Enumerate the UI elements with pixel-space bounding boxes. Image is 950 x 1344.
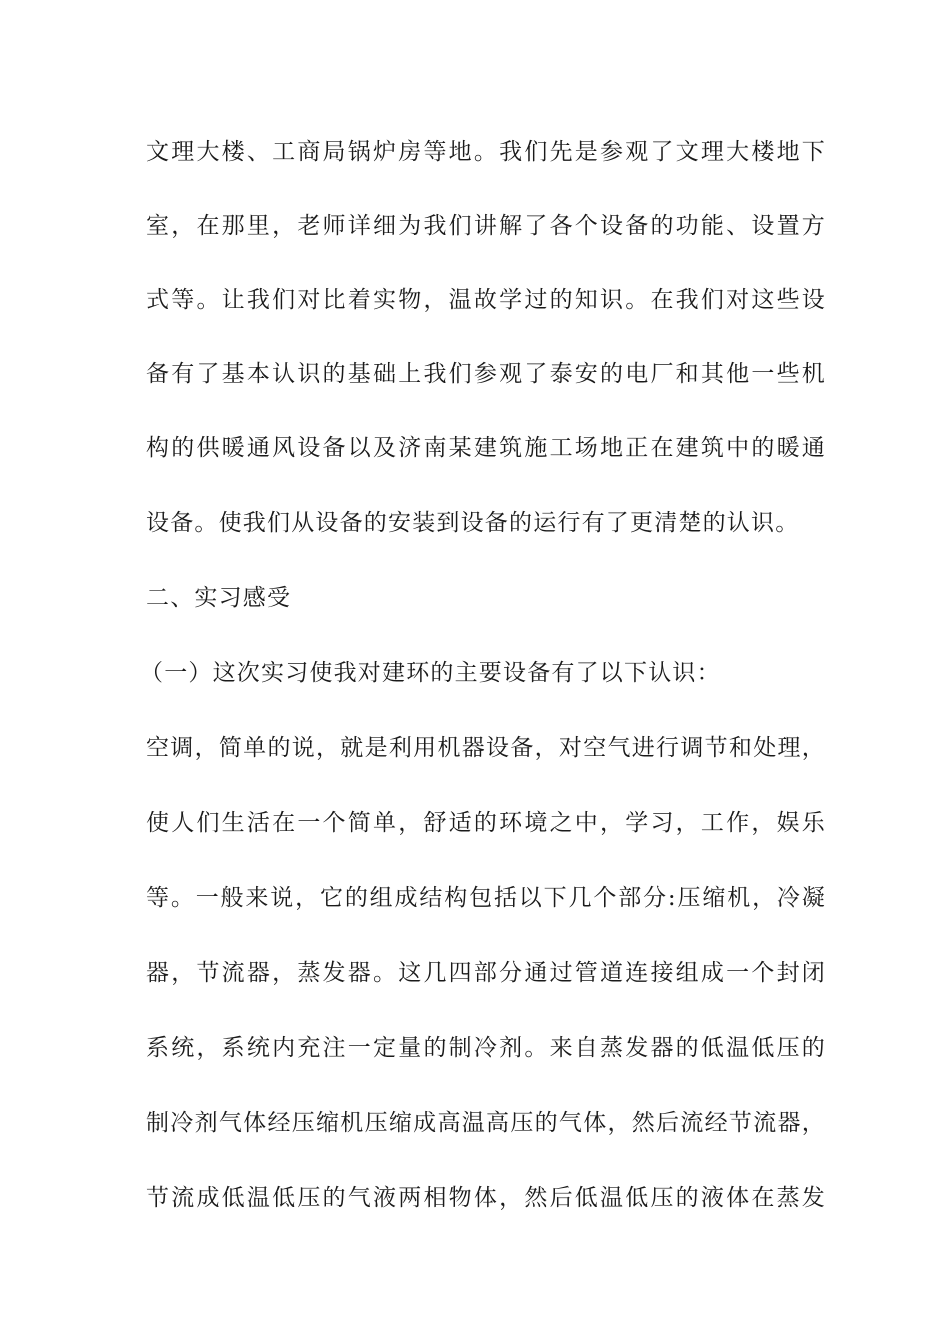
paragraph-line: 文理大楼、工商局锅炉房等地。我们先是参观了文理大楼地下 xyxy=(146,139,826,165)
paragraph-line: 器，节流器，蒸发器。这几四部分通过管道连接组成一个封闭 xyxy=(146,960,826,986)
paragraph-line: 设备。使我们从设备的安装到设备的运行有了更清楚的认识。 xyxy=(146,510,800,536)
paragraph-line: 等。一般来说，它的组成结构包括以下几个部分:压缩机，冷凝 xyxy=(146,885,826,911)
paragraph-line: 制冷剂气体经压缩机压缩成高温高压的气体，然后流经节流器， xyxy=(146,1110,826,1136)
paragraph-line: 室，在那里，老师详细为我们讲解了各个设备的功能、设置方 xyxy=(146,213,826,239)
paragraph-line: 备有了基本认识的基础上我们参观了泰安的电厂和其他一些机 xyxy=(146,361,826,387)
paragraph-line: 式等。让我们对比着实物，温故学过的知识。在我们对这些设 xyxy=(146,287,826,313)
paragraph-line: 使人们生活在一个简单，舒适的环境之中，学习，工作，娱乐 xyxy=(146,810,826,836)
paragraph-line: 系统，系统内充注一定量的制冷剂。来自蒸发器的低温低压的 xyxy=(146,1035,826,1061)
subsection-heading: （一）这次实习使我对建环的主要设备有了以下认识： xyxy=(140,660,721,686)
section-heading: 二、实习感受 xyxy=(146,585,292,611)
paragraph-line: 空调，简单的说，就是利用机器设备，对空气进行调节和处理， xyxy=(146,735,826,761)
paragraph-line: 节流成低温低压的气液两相物体，然后低温低压的液体在蒸发 xyxy=(146,1185,826,1211)
paragraph-line: 构的供暖通风设备以及济南某建筑施工场地正在建筑中的暖通 xyxy=(146,435,826,461)
